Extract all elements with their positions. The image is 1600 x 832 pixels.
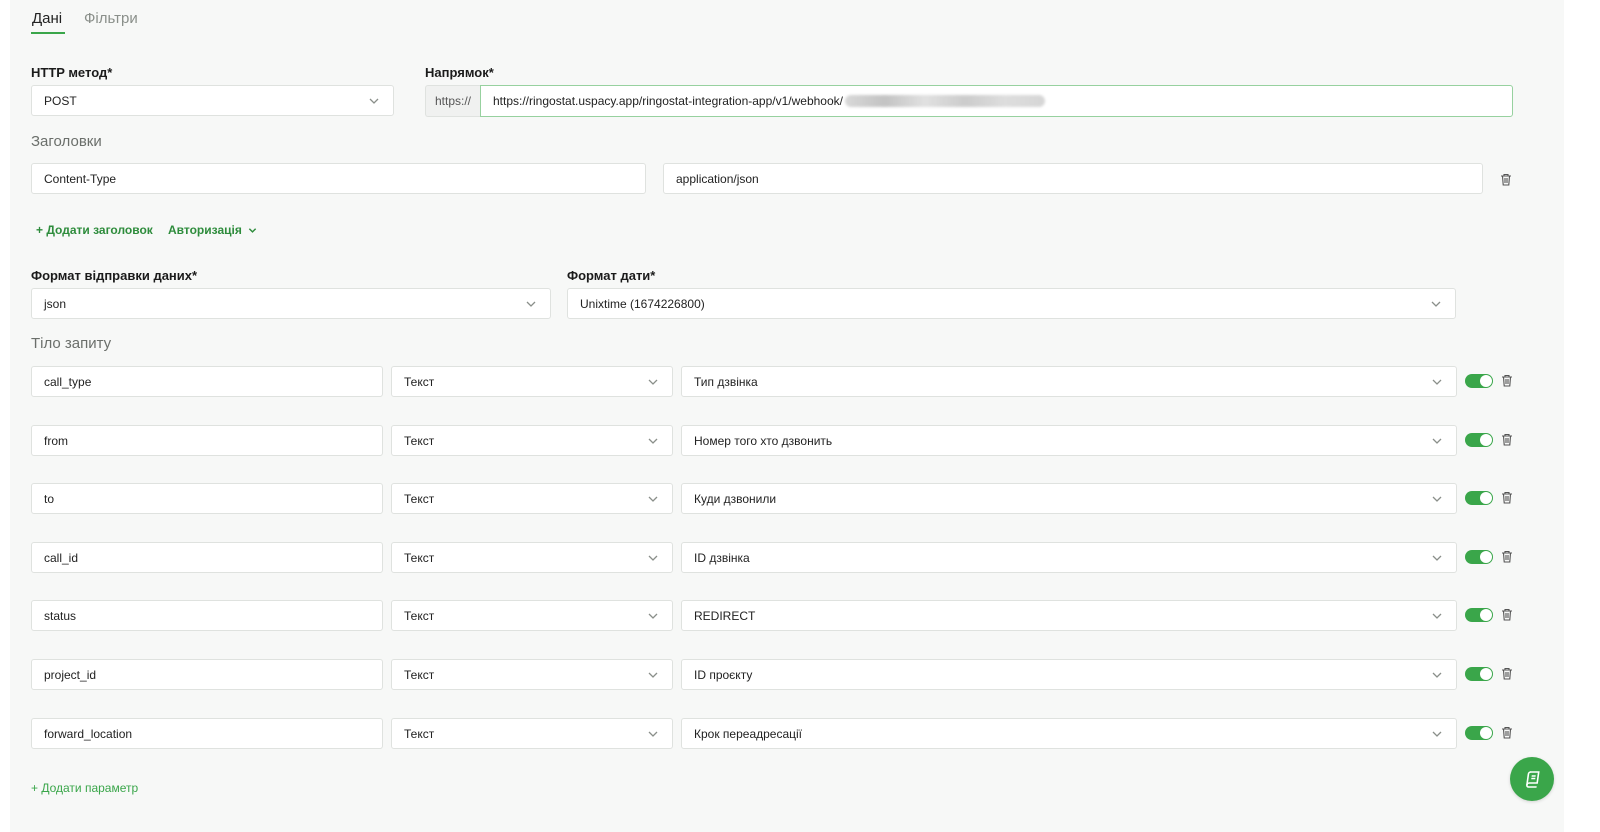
param-key-value: call_type [44,374,92,389]
chevron-down-icon [1432,729,1442,739]
param-value-value: ID дзвінка [694,550,750,565]
active-tab-indicator [31,32,65,34]
date-format-label: Формат дати* [567,268,656,283]
tab-data[interactable]: Дані [32,10,63,27]
param-type-value: Текст [404,491,435,506]
trash-icon[interactable] [1501,550,1513,563]
param-key-input[interactable] [31,659,383,690]
date-format-value: Unixtime (1674226800) [580,296,705,311]
param-key-value: call_id [44,550,79,565]
add-parameter-link[interactable]: + Додати параметр [31,781,139,795]
chevron-down-icon [648,553,658,563]
param-key-value: status [44,608,77,623]
param-value-select[interactable] [681,483,1457,514]
http-method-value: POST [44,93,77,108]
chevron-down-icon [648,611,658,621]
param-type-select[interactable] [391,718,673,749]
trash-icon[interactable] [1501,726,1513,739]
trash-icon[interactable] [1501,608,1513,621]
param-type-select[interactable] [391,425,673,456]
add-header-link[interactable]: + Додати заголовок [36,223,153,237]
param-key-value: forward_location [44,726,133,741]
url-input[interactable] [480,85,1513,117]
toggle-knob [1480,609,1492,621]
body-title: Тіло запиту [31,335,112,352]
toggle-knob [1480,727,1492,739]
direction-label: Напрямок* [425,65,494,80]
param-value-value: Крок переадресації [694,726,803,741]
param-type-value: Текст [404,667,435,682]
chevron-down-icon [1432,377,1442,387]
param-enabled-toggle[interactable] [1465,550,1493,564]
url-prefix: https:// [425,85,480,117]
url-value: https://ringostat.uspacy.app/ringostat-integration-app/v1/webhook/ [493,94,843,108]
param-type-select[interactable] [391,542,673,573]
param-key-value: from [44,433,68,448]
param-value-select[interactable] [681,425,1457,456]
param-enabled-toggle[interactable] [1465,608,1493,622]
header-key-value: Content-Type [44,171,117,186]
headers-title: Заголовки [31,133,102,150]
trash-icon[interactable] [1501,491,1513,504]
param-value-select[interactable] [681,600,1457,631]
chevron-down-icon [369,96,379,106]
redacted-token [845,95,1045,107]
param-type-value: Текст [404,550,435,565]
param-value-value: Номер того хто дзвонить [694,433,833,448]
chevron-down-icon [648,494,658,504]
chevron-down-icon [1432,611,1442,621]
http-method-select[interactable] [31,85,394,116]
param-value-select[interactable] [681,366,1457,397]
param-type-value: Текст [404,608,435,623]
param-key-input[interactable] [31,483,383,514]
param-type-value: Текст [404,433,435,448]
http-method-label: HTTP метод* [31,65,113,80]
param-type-select[interactable] [391,366,673,397]
chevron-down-icon [1432,494,1442,504]
chevron-down-icon [648,729,658,739]
authorization-label: Авторизація [168,223,242,237]
webhook-settings-panel [10,0,1564,832]
chevron-down-icon [526,299,536,309]
param-value-value: Тип дзвінка [694,374,758,389]
param-enabled-toggle[interactable] [1465,667,1493,681]
send-format-select[interactable] [31,288,551,319]
param-value-value: Куди дзвонили [694,491,777,506]
chevron-down-icon [648,377,658,387]
chevron-down-icon [1431,299,1441,309]
param-value-select[interactable] [681,542,1457,573]
trash-icon[interactable] [1501,667,1513,680]
chevron-down-icon [248,226,257,235]
param-enabled-toggle[interactable] [1465,374,1493,388]
chevron-down-icon [648,670,658,680]
header-value-input[interactable] [663,163,1483,194]
param-key-value: project_id [44,667,97,682]
chevron-down-icon [1432,670,1442,680]
param-value-value: ID проєкту [694,667,753,682]
param-value-select[interactable] [681,659,1457,690]
help-button[interactable] [1510,757,1554,801]
param-key-input[interactable] [31,600,383,631]
param-enabled-toggle[interactable] [1465,491,1493,505]
trash-icon[interactable] [1501,374,1513,387]
param-key-input[interactable] [31,425,383,456]
chevron-down-icon [1432,553,1442,563]
param-key-input[interactable] [31,366,383,397]
toggle-knob [1480,375,1492,387]
header-key-input[interactable] [31,163,646,194]
trash-icon[interactable] [1500,173,1512,186]
param-type-select[interactable] [391,483,673,514]
param-value-select[interactable] [681,718,1457,749]
date-format-select[interactable] [567,288,1456,319]
param-enabled-toggle[interactable] [1465,433,1493,447]
param-type-select[interactable] [391,659,673,690]
toggle-knob [1480,434,1492,446]
authorization-dropdown[interactable] [168,222,257,238]
send-format-value: json [44,296,67,311]
tab-filters[interactable]: Фільтри [84,10,138,27]
param-type-value: Текст [404,726,435,741]
chevron-down-icon [1432,436,1442,446]
param-key-input[interactable] [31,542,383,573]
toggle-knob [1480,492,1492,504]
toggle-knob [1480,551,1492,563]
param-key-value: to [44,491,55,506]
book-icon [1523,770,1541,788]
send-format-label: Формат відправки даних* [31,268,198,283]
param-type-select[interactable] [391,600,673,631]
param-value-value: REDIRECT [694,608,756,623]
param-type-value: Текст [404,374,435,389]
header-value-value: application/json [676,171,759,186]
toggle-knob [1480,668,1492,680]
trash-icon[interactable] [1501,433,1513,446]
param-enabled-toggle[interactable] [1465,726,1493,740]
chevron-down-icon [648,436,658,446]
param-key-input[interactable] [31,718,383,749]
